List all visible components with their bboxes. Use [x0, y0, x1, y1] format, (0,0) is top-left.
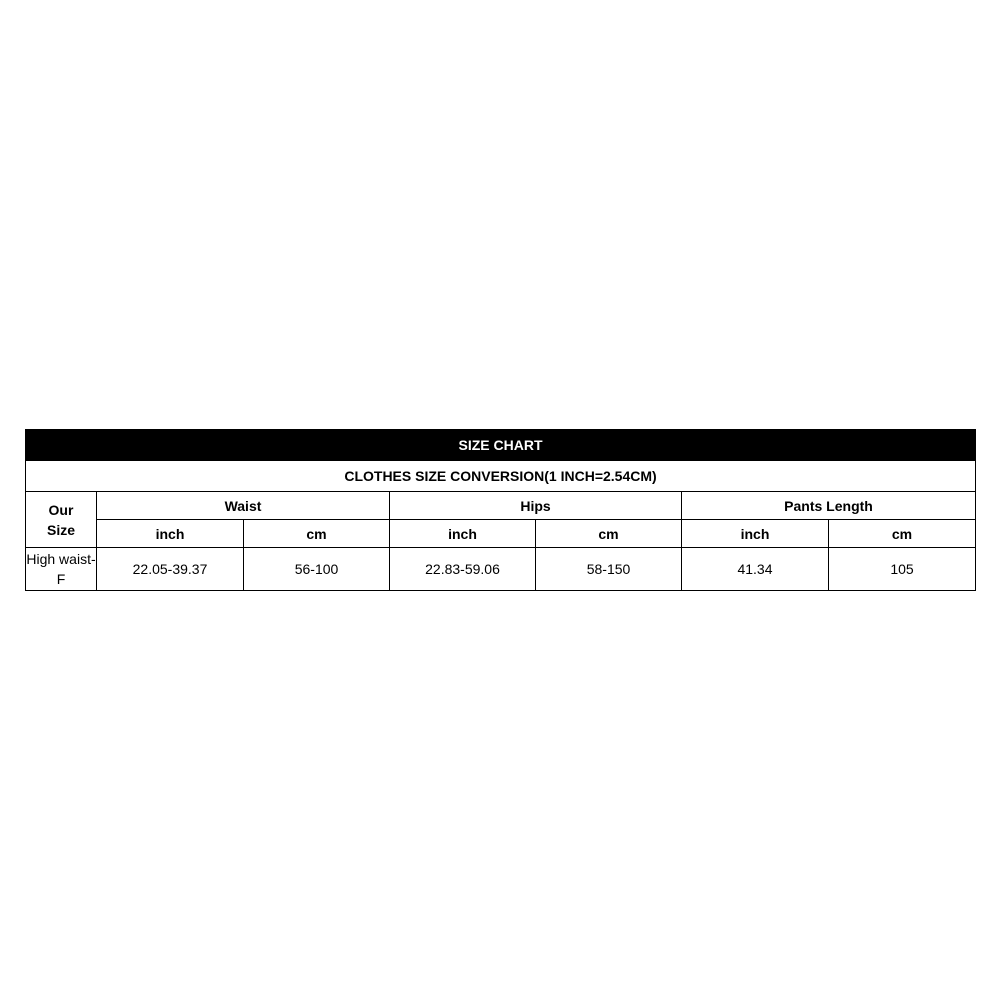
title-row	[26, 430, 976, 461]
pants-length-inch-cell: 41.34	[682, 548, 829, 591]
size-chart-title: SIZE CHART	[26, 430, 976, 461]
waist-cm-cell: 56-100	[244, 548, 390, 591]
group-header-pants-length: Pants Length	[682, 492, 976, 520]
our-size-header-line2: Size	[46, 521, 75, 538]
our-size-header	[26, 492, 97, 548]
group-header-waist: Waist	[97, 492, 390, 520]
table-row	[26, 548, 976, 591]
subtitle-row	[26, 461, 976, 492]
pants-length-cm-cell: 105	[829, 548, 976, 591]
group-header-hips: Hips	[390, 492, 682, 520]
size-label-line1: High waist-	[26, 551, 96, 567]
unit-header: cm	[244, 520, 390, 548]
group-header-row	[26, 492, 976, 520]
size-conversion-subtitle: CLOTHES SIZE CONVERSION(1 INCH=2.54CM)	[26, 461, 976, 492]
size-label-cell	[26, 548, 97, 591]
unit-header: inch	[682, 520, 829, 548]
unit-header: inch	[390, 520, 536, 548]
our-size-header-line1: Our	[48, 501, 74, 518]
hips-inch-cell: 22.83-59.06	[390, 548, 536, 591]
waist-inch-cell: 22.05-39.37	[97, 548, 244, 591]
size-chart-table	[25, 429, 976, 591]
unit-header: cm	[536, 520, 682, 548]
size-label-line2: F	[56, 571, 66, 587]
unit-header-row	[26, 520, 976, 548]
hips-cm-cell: 58-150	[536, 548, 682, 591]
unit-header: cm	[829, 520, 976, 548]
unit-header: inch	[97, 520, 244, 548]
size-chart	[25, 429, 975, 591]
